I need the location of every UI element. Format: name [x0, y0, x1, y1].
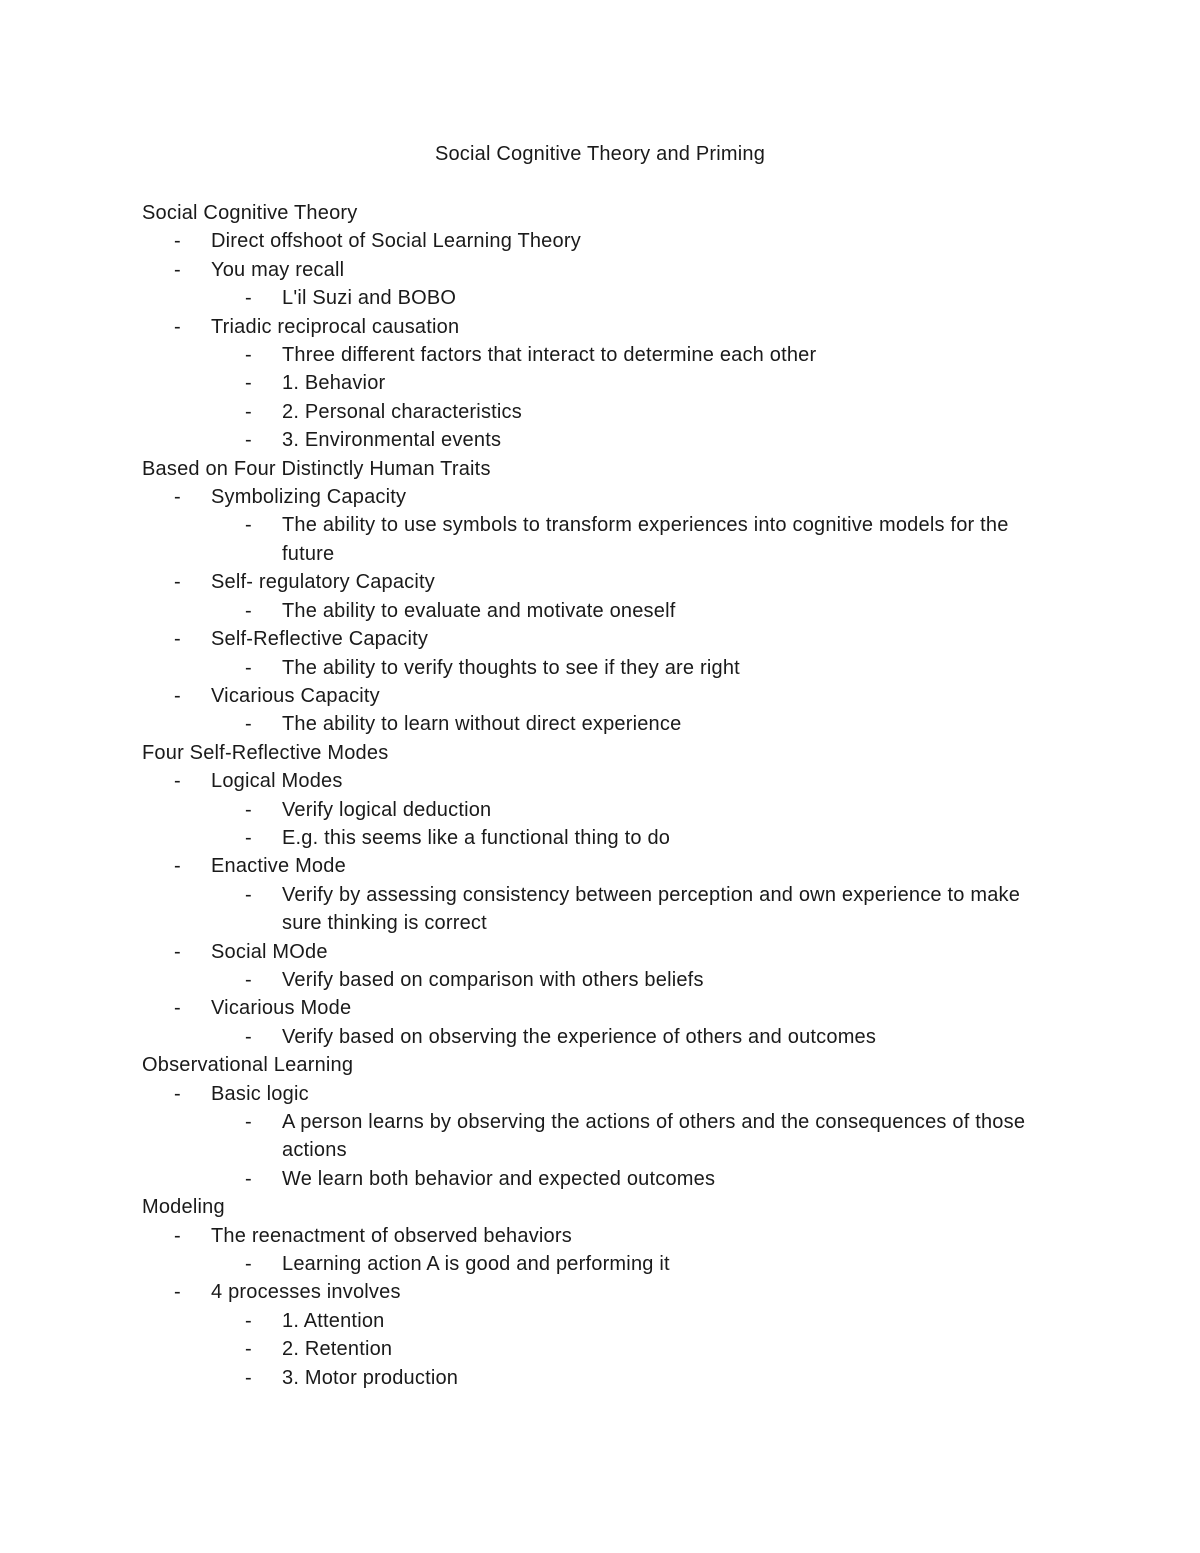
bullet-item	[142, 398, 1062, 426]
bullet-dash: -	[245, 1309, 252, 1332]
bullet-dash: -	[174, 258, 181, 281]
line-text: Four Self-Reflective Modes	[142, 741, 389, 764]
section-heading	[142, 1193, 1062, 1221]
line-text: Vicarious Capacity	[211, 684, 380, 707]
bullet-item	[142, 682, 1062, 710]
line-text: 4 processes involves	[211, 1281, 401, 1304]
bullet-item	[142, 1278, 1062, 1306]
line-text: The ability to use symbols to transform experiences into cognitive models for the future	[282, 514, 1009, 565]
bullet-item	[142, 1165, 1062, 1193]
line-text: A person learns by observing the actions of others and the consequences of those actions	[282, 1111, 1026, 1162]
bullet-dash: -	[245, 599, 252, 622]
bullet-item	[142, 284, 1062, 312]
line-text: The ability to learn without direct experience	[282, 713, 682, 736]
bullet-item	[142, 511, 1062, 568]
line-text: 3. Motor production	[282, 1366, 459, 1389]
bullet-item	[142, 710, 1062, 738]
line-text: 2. Personal characteristics	[282, 400, 522, 423]
bullet-dash: -	[245, 514, 252, 537]
bullet-item	[142, 625, 1062, 653]
bullet-item	[142, 426, 1062, 454]
bullet-dash: -	[245, 344, 252, 367]
bullet-dash: -	[245, 1338, 252, 1361]
bullet-dash: -	[174, 1281, 181, 1304]
bullet-item	[142, 852, 1062, 880]
line-text: Based on Four Distinctly Human Traits	[142, 457, 491, 480]
bullet-item	[142, 1222, 1062, 1250]
bullet-dash: -	[245, 798, 252, 821]
bullet-item	[142, 1108, 1062, 1165]
line-text: Verify by assessing consistency between perception and own experience to make sure thinking is correct	[282, 883, 1021, 935]
bullet-item	[142, 227, 1062, 255]
line-text: L'il Suzi and BOBO	[282, 287, 457, 310]
bullet-dash: -	[245, 1253, 252, 1276]
line-text: Verify based on observing the experience of others and outcomes	[282, 1025, 877, 1048]
bullet-item	[142, 796, 1062, 824]
bullet-item	[142, 1364, 1062, 1392]
line-text: Triadic reciprocal causation	[211, 315, 460, 338]
bullet-dash: -	[245, 656, 252, 679]
bullet-dash: -	[245, 429, 252, 452]
bullet-dash: -	[174, 997, 181, 1020]
bullet-item	[142, 654, 1062, 682]
line-text: We learn both behavior and expected outcomes	[282, 1167, 716, 1190]
bullet-item	[142, 483, 1062, 511]
bullet-dash: -	[245, 287, 252, 310]
bullet-item	[142, 1023, 1062, 1051]
line-text: Self-Reflective Capacity	[211, 628, 429, 651]
bullet-dash: -	[174, 770, 181, 793]
line-text: Verify based on comparison with others beliefs	[282, 968, 704, 991]
bullet-item	[142, 767, 1062, 795]
line-text: 1. Attention	[282, 1309, 385, 1332]
bullet-item	[142, 1335, 1062, 1363]
bullet-dash: -	[174, 855, 181, 878]
line-text: You may recall	[211, 258, 345, 281]
line-text: Learning action A is good and performing it	[282, 1253, 670, 1276]
line-text: Basic logic	[211, 1082, 309, 1105]
bullet-dash: -	[245, 1025, 252, 1048]
line-text: Verify logical deduction	[282, 798, 492, 821]
line-text: Social MOde	[211, 940, 328, 963]
line-text: Vicarious Mode	[211, 997, 352, 1020]
bullet-dash: -	[174, 571, 181, 594]
bullet-dash: -	[174, 1082, 181, 1105]
bullet-item	[142, 938, 1062, 966]
document-title: Social Cognitive Theory and Priming	[434, 143, 766, 165]
bullet-item	[142, 568, 1062, 596]
bullet-dash: -	[245, 1167, 252, 1190]
section-heading	[142, 739, 1062, 767]
line-text: 2. Retention	[282, 1338, 393, 1361]
bullet-dash: -	[245, 713, 252, 736]
line-text: 1. Behavior	[282, 372, 386, 395]
bullet-dash: -	[174, 315, 181, 338]
bullet-item	[142, 341, 1062, 369]
bullet-item	[142, 824, 1062, 852]
bullet-item	[142, 256, 1062, 284]
line-text: Social Cognitive Theory	[142, 202, 358, 224]
line-text: 3. Environmental events	[282, 429, 502, 452]
line-text: Symbolizing Capacity	[211, 486, 407, 509]
line-text: Logical Modes	[211, 770, 343, 793]
line-text: Enactive Mode	[211, 855, 346, 878]
section-heading	[142, 1051, 1062, 1079]
line-text: Observational Learning	[142, 1054, 354, 1077]
bullet-dash: -	[174, 486, 181, 509]
section-heading	[142, 455, 1062, 483]
line-text: Self- regulatory Capacity	[211, 571, 435, 594]
outline-list	[142, 199, 1062, 1392]
bullet-dash: -	[174, 1224, 181, 1247]
bullet-item	[142, 369, 1062, 397]
bullet-item	[142, 1080, 1062, 1108]
bullet-item	[142, 597, 1062, 625]
bullet-item	[142, 881, 1062, 938]
line-text: E.g. this seems like a functional thing to do	[282, 826, 671, 849]
bullet-item	[142, 313, 1062, 341]
section-heading	[142, 199, 1062, 227]
line-text: The ability to evaluate and motivate oneself	[282, 599, 676, 622]
bullet-dash: -	[245, 968, 252, 991]
bullet-dash: -	[245, 1111, 252, 1133]
bullet-dash: -	[174, 940, 181, 963]
bullet-dash: -	[174, 684, 181, 707]
line-text: Modeling	[142, 1196, 225, 1219]
bullet-item	[142, 1307, 1062, 1335]
line-text: The reenactment of observed behaviors	[211, 1224, 572, 1247]
bullet-dash: -	[245, 826, 252, 849]
bullet-item	[142, 966, 1062, 994]
bullet-dash: -	[174, 230, 181, 253]
bullet-item	[142, 1250, 1062, 1278]
line-text: The ability to verify thoughts to see if they are right	[282, 656, 740, 679]
line-text: Direct offshoot of Social Learning Theory	[211, 230, 581, 253]
bullet-dash: -	[245, 1366, 252, 1389]
bullet-dash: -	[174, 628, 181, 651]
bullet-dash: -	[245, 400, 252, 423]
bullet-dash: -	[245, 883, 252, 906]
bullet-item	[142, 994, 1062, 1022]
line-text: Three different factors that interact to determine each other	[282, 344, 817, 367]
bullet-dash: -	[245, 372, 252, 395]
